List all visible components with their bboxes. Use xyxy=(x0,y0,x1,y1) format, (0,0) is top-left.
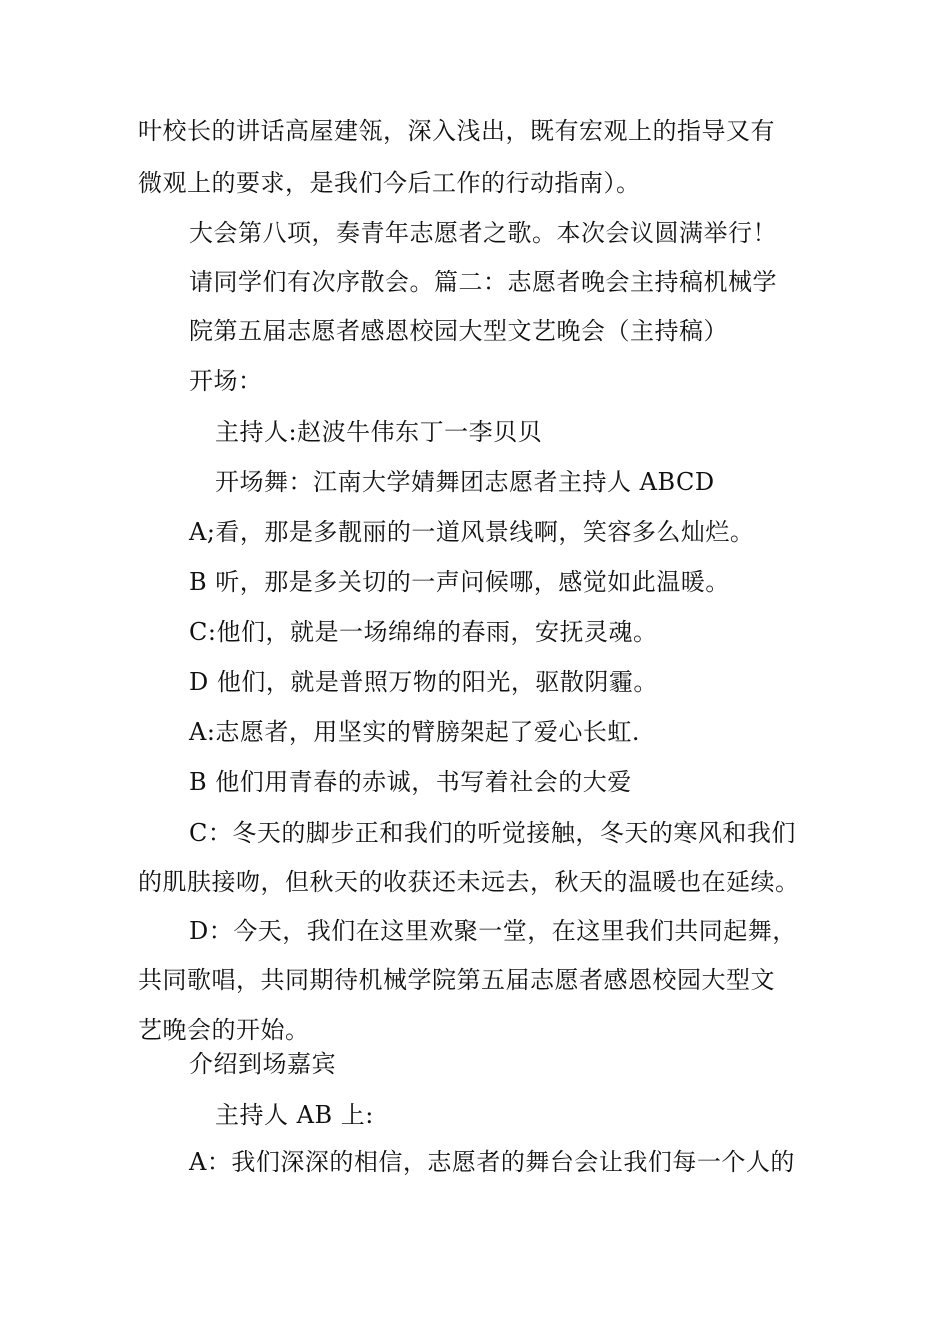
text-line: 主持人:赵波牛伟东丁一李贝贝 xyxy=(215,418,543,446)
dialogue-line: D 他们，就是普照万物的阳光，驱散阴霾。 xyxy=(189,668,658,696)
dialogue-line: A;看，那是多靓丽的一道风景线啊，笑容多么灿烂。 xyxy=(189,518,755,546)
dialogue-line: C:他们，就是一场绵绵的春雨，安抚灵魂。 xyxy=(189,618,658,646)
dialogue-line: A：我们深深的相信，志愿者的舞台会让我们每一个人的 xyxy=(189,1148,795,1176)
section-heading-opening: 开场： xyxy=(189,367,263,395)
text-line: 主持人 AB 上: xyxy=(215,1101,374,1129)
text-line: 请同学们有次序散会。篇二：志愿者晚会主持稿机械学 xyxy=(189,268,777,296)
text-line: 大会第八项，奏青年志愿者之歌。本次会议圆满举行！ xyxy=(189,219,777,247)
section-heading-guests: 介绍到场嘉宾 xyxy=(189,1050,336,1078)
text-line: 微观上的要求，是我们今后工作的行动指南）。 xyxy=(138,169,641,197)
dialogue-line: 的肌肤接吻，但秋天的收获还未远去，秋天的温暖也在延续。 xyxy=(138,868,800,896)
text-line: 叶校长的讲话高屋建瓴，深入浅出，既有宏观上的指导又有 xyxy=(138,117,775,145)
dialogue-line: B 听，那是多关切的一声问候哪，感觉如此温暖。 xyxy=(189,568,730,596)
text-line: 院第五届志愿者感恩校园大型文艺晚会（主持稿） xyxy=(189,317,728,345)
dialogue-line: A:志愿者，用坚实的臂膀架起了爱心长虹. xyxy=(189,718,641,746)
dialogue-line: B 他们用青春的赤诚，书写着社会的大爱 xyxy=(189,768,632,796)
dialogue-line: D：今天，我们在这里欢聚一堂，在这里我们共同起舞， xyxy=(189,917,797,945)
dialogue-line: C：冬天的脚步正和我们的听觉接触，冬天的寒风和我们 xyxy=(189,819,796,847)
text-line: 开场舞：江南大学婧舞团志愿者主持人 ABCD xyxy=(215,468,715,496)
dialogue-line: 艺晚会的开始。 xyxy=(138,1016,310,1044)
dialogue-line: 共同歌唱，共同期待机械学院第五届志愿者感恩校园大型文 xyxy=(138,966,775,994)
